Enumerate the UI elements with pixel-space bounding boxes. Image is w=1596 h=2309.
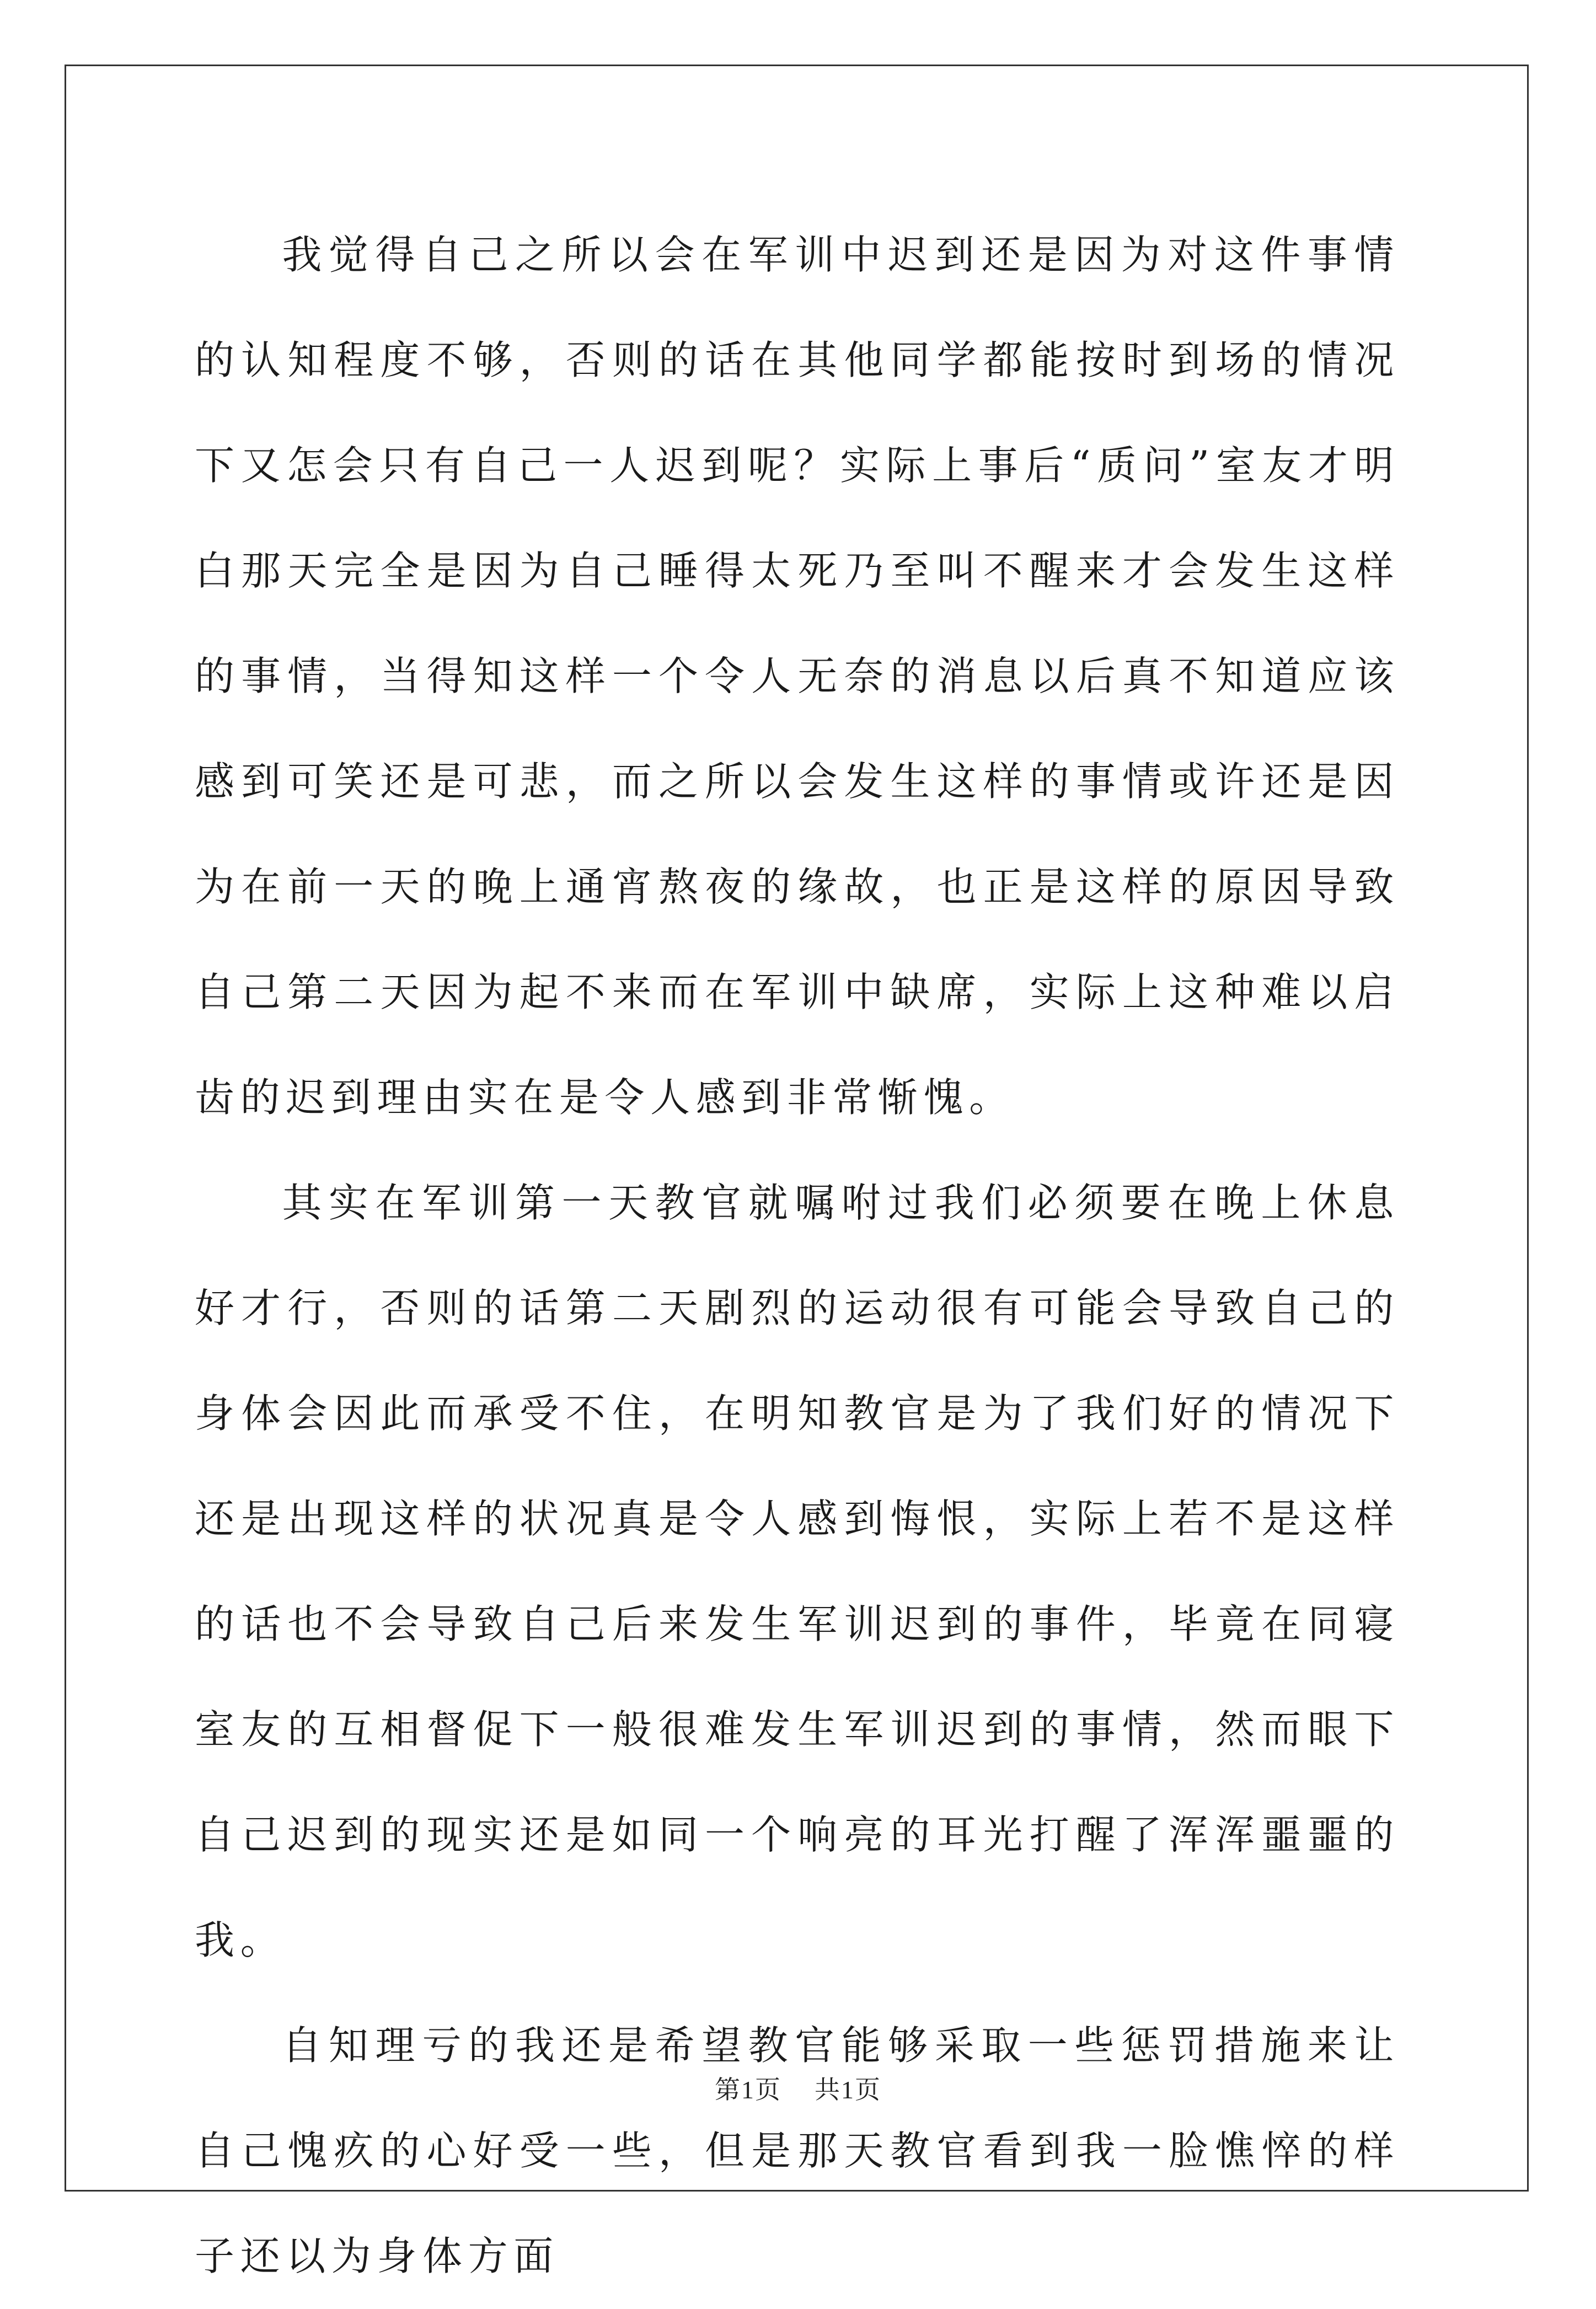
paragraph-2: 其实在军训第一天教官就嘱咐过我们必须要在晚上休息好才行，否则的话第二天剧烈的运动很有可能会导致自己的身体会因此而承受不住，在明知教官是为了我们好的情况下还是出现这样的状况真是令人感到悔恨，实际上若不是这样的话也不会导致自己后来发生军训迟到的事件，毕竟在同寝室友的互相督促下一般很难发生军训迟到的事情，然而眼下自己迟到的现实还是如同一个响亮的耳光打醒了浑浑噩噩的我。	[195, 1180, 1400, 1963]
page-total: 共1页	[815, 2076, 881, 2104]
paragraph-1: 我觉得自己之所以会在军训中迟到还是因为对这件事情的认知程度不够，否则的话在其他同学都能按时到场的情况下又怎会只有自己一人迟到呢？实际上事后“质问”室友才明白那天完全是因为自己睡得太死乃至叫不醒来才会发生这样的事情，当得知这样一个令人无奈的消息以后真不知道应该感到可笑还是可悲，而之所以会发生这样的事情或许还是因为在前一天的晚上通宵熬夜的缘故，也正是这样的原因导致自己第二天因为起不来而在军训中缺席，实际上这种难以启齿的迟到理由实在是令人感到非常惭愧。	[195, 232, 1400, 1121]
paragraph-3: 自知理亏的我还是希望教官能够采取一些惩罚措施来让自己愧疚的心好受一些，但是那天教官看到我一脸憔悴的样子还以为身体方面	[195, 2022, 1400, 2279]
page-number: 第1页	[715, 2076, 781, 2104]
document-body	[195, 202, 1400, 2309]
page-footer	[0, 2074, 1596, 2107]
